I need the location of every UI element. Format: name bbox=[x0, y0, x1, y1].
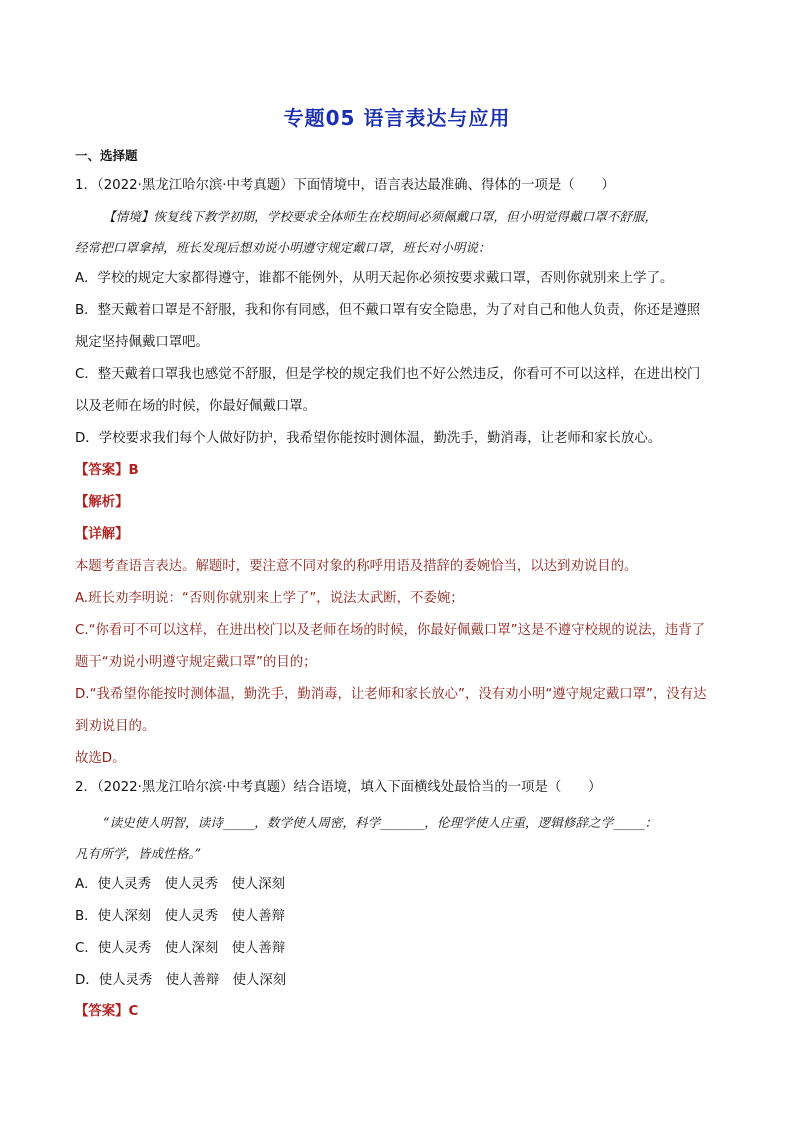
q2-quote-line-2: 凡有所学，皆成性格。” bbox=[75, 846, 202, 861]
q2-option-b: B．使人深刻 使人灵秀 使人善辩 bbox=[75, 909, 286, 924]
q1-detail-d-line-1: D.“我希望你能按时测体温，勤洗手，勤消毒，让老师和家长放心”，没有劝小明“遵守规定戴口罩”，没有达 bbox=[75, 687, 707, 702]
q1-option-d: D．学校要求我们每个人做好防护，我希望你能按时测体温，勤洗手，勤消毒，让老师和家长放心。 bbox=[75, 431, 662, 446]
q1-detail-a: A.班长劝李明说：“否则你就别来上学了”，说法太武断，不委婉； bbox=[75, 591, 464, 606]
q2-option-d: D．使人灵秀 使人善辩 使人深刻 bbox=[75, 973, 287, 988]
q1-stem: 1．（2022·黑龙江哈尔滨·中考真题）下面情境中，语言表达最准确、得体的一项是（ ） bbox=[75, 178, 615, 193]
q1-option-a: A．学校的规定大家都得遵守，谁都不能例外，从明天起你必须按要求戴口罩，否则你就别来上学了。 bbox=[75, 271, 674, 286]
q1-option-b-line-1: B．整天戴着口罩是不舒服，我和你有同感，但不戴口罩有安全隐患，为了对自己和他人负责，你还是遵照 bbox=[75, 303, 701, 318]
q2-option-c: C．使人灵秀 使人深刻 使人善辩 bbox=[75, 941, 286, 956]
q1-detail-d-line-2: 到劝说目的。 bbox=[75, 719, 156, 734]
q2-quote-line-1: “读史使人明智，读诗_____，数学使人周密，科学_______，伦理学使人庄重，逻辑修辞之学_____： bbox=[103, 815, 658, 830]
q1-context-line-2: 经常把口罩拿掉，班长发现后想劝说小明遵守规定戴口罩，班长对小明说： bbox=[75, 240, 491, 255]
q1-detail-c-line-2: 题干“劝说小明遵守规定戴口罩”的目的； bbox=[75, 655, 317, 670]
page-title: 专题05 语言表达与应用 bbox=[283, 106, 511, 130]
q1-option-c-line-2: 以及老师在场的时候，你最好佩戴口罩。 bbox=[75, 399, 317, 414]
q1-detail-c-line-1: C.“你看可不可以这样，在进出校门以及老师在场的时候，你最好佩戴口罩”这是不遵守校规的说法，违背了 bbox=[75, 623, 706, 638]
q1-detail-intro: 本题考查语言表达。解题时，要注意不同对象的称呼用语及措辞的委婉恰当，以达到劝说目的。 bbox=[75, 559, 638, 574]
q1-option-b-line-2: 规定坚持佩戴口罩吧。 bbox=[75, 335, 209, 350]
q1-analysis-label: 【解析】 bbox=[75, 495, 129, 510]
q1-answer: 【答案】B bbox=[75, 463, 139, 478]
q2-option-a: A．使人灵秀 使人灵秀 使人深刻 bbox=[75, 877, 286, 892]
q2-answer: 【答案】C bbox=[75, 1004, 139, 1019]
q1-conclusion: 故选D。 bbox=[75, 751, 126, 766]
section-heading: 一、选择题 bbox=[75, 148, 138, 163]
q1-option-c-line-1: C．整天戴着口罩我也感觉不舒服，但是学校的规定我们也不好公然违反，你看可不可以这样，在进出校门 bbox=[75, 367, 701, 382]
q2-stem: 2．（2022·黑龙江哈尔滨·中考真题）结合语境，填入下面横线处最恰当的一项是（ ） bbox=[75, 780, 602, 795]
q1-detail-label: 【详解】 bbox=[75, 527, 129, 542]
q1-context-line-1: 【情境】恢复线下教学初期，学校要求全体师生在校期间必须佩戴口罩，但小明觉得戴口罩不舒服， bbox=[103, 209, 658, 224]
